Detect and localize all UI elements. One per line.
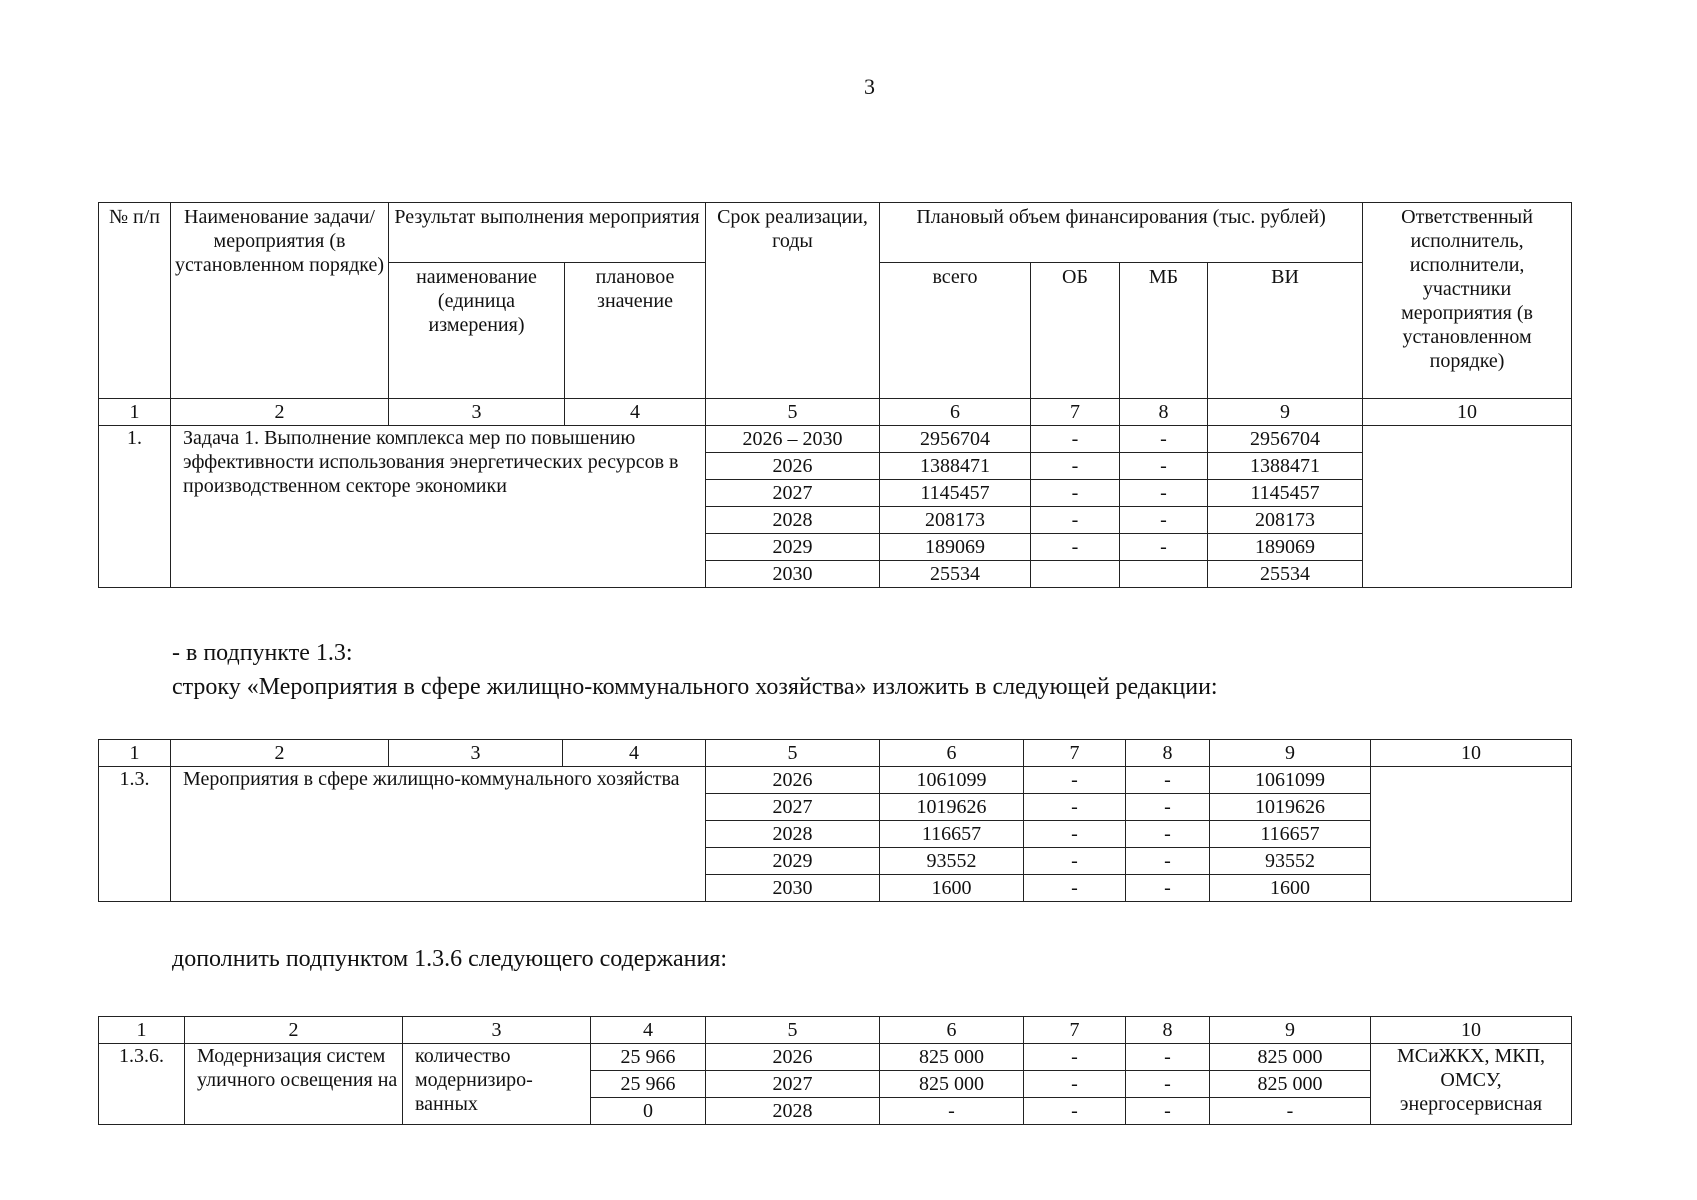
financing-table-1-3-6: [98, 1016, 1572, 1125]
total-cell: 825 000: [880, 1071, 1024, 1098]
column-number: 5: [706, 740, 880, 767]
header-num: № п/п: [99, 203, 171, 399]
vi-cell: 825 000: [1210, 1044, 1371, 1071]
ob-cell: -: [1024, 794, 1126, 821]
table-row: [99, 426, 1572, 453]
column-number: 3: [403, 1017, 591, 1044]
mb-cell: -: [1126, 1044, 1210, 1071]
plan-cell: 25 966: [591, 1044, 706, 1071]
mb-cell: -: [1126, 821, 1210, 848]
total-cell: 1600: [880, 875, 1024, 902]
column-number: 2: [171, 740, 389, 767]
column-number: 1: [99, 399, 171, 426]
addition-text: дополнить подпунктом 1.3.6 следующего содержания:: [172, 946, 728, 972]
mb-cell: -: [1126, 875, 1210, 902]
column-number: 8: [1126, 1017, 1210, 1044]
ob-cell: -: [1024, 767, 1126, 794]
mb-cell: -: [1120, 453, 1208, 480]
mb-cell: -: [1126, 848, 1210, 875]
task-name: Задача 1. Выполнение комплекса мер по повышению эффективности использования энергетических ресурсов в производственном секторе экономики: [171, 426, 706, 588]
responsible-cell: [1363, 426, 1572, 588]
ob-cell: -: [1031, 534, 1120, 561]
column-number: 5: [706, 399, 880, 426]
vi-cell: 825 000: [1210, 1071, 1371, 1098]
plan-cell: 0: [591, 1098, 706, 1125]
header-responsible: Ответственный исполнитель, исполнители, участники мероприятия (в установленном порядке): [1363, 203, 1572, 399]
table-row: [99, 767, 1572, 794]
total-cell: 1388471: [880, 453, 1031, 480]
ob-cell: -: [1024, 1098, 1126, 1125]
vi-cell: 1388471: [1208, 453, 1363, 480]
total-cell: -: [880, 1098, 1024, 1125]
ob-cell: -: [1031, 426, 1120, 453]
result-name: количество модернизиро- ванных: [403, 1044, 591, 1125]
mb-cell: -: [1126, 767, 1210, 794]
year-cell: 2028: [706, 1098, 880, 1125]
year-cell: 2026 – 2030: [706, 426, 880, 453]
mb-cell: -: [1126, 794, 1210, 821]
mb-cell: -: [1120, 507, 1208, 534]
header-result: Результат выполнения мероприятия: [389, 203, 706, 263]
column-number: 6: [880, 740, 1024, 767]
header-financing: Плановый объем финансирования (тыс. рублей): [880, 203, 1363, 263]
column-number: 10: [1371, 1017, 1572, 1044]
year-cell: 2029: [706, 848, 880, 875]
year-cell: 2026: [706, 1044, 880, 1071]
mb-cell: -: [1120, 480, 1208, 507]
total-cell: 2956704: [880, 426, 1031, 453]
total-cell: 825 000: [880, 1044, 1024, 1071]
column-number: 6: [880, 1017, 1024, 1044]
header-name: Наименование задачи/ мероприятия (в установленном порядке): [171, 203, 389, 399]
year-cell: 2027: [706, 794, 880, 821]
header-result-name: наименование (единица измерения): [389, 263, 565, 399]
total-cell: 1145457: [880, 480, 1031, 507]
year-cell: 2028: [706, 821, 880, 848]
vi-cell: 1019626: [1210, 794, 1371, 821]
vi-cell: -: [1210, 1098, 1371, 1125]
ob-cell: -: [1031, 507, 1120, 534]
header-ob: ОБ: [1031, 263, 1120, 399]
column-number: 4: [591, 1017, 706, 1044]
ob-cell: -: [1024, 1044, 1126, 1071]
column-number: 4: [565, 399, 706, 426]
column-number: 5: [706, 1017, 880, 1044]
column-number: 9: [1208, 399, 1363, 426]
column-number: 3: [389, 740, 563, 767]
year-cell: 2030: [706, 875, 880, 902]
task-num: 1.: [99, 426, 171, 588]
mb-cell: [1120, 561, 1208, 588]
column-number: 6: [880, 399, 1031, 426]
column-number: 10: [1363, 399, 1572, 426]
ob-cell: -: [1024, 1071, 1126, 1098]
column-number: 8: [1120, 399, 1208, 426]
vi-cell: 189069: [1208, 534, 1363, 561]
header-total: всего: [880, 263, 1031, 399]
financing-table-1-3: [98, 739, 1572, 902]
table-row: [99, 1044, 1572, 1071]
column-number: 4: [563, 740, 706, 767]
vi-cell: 2956704: [1208, 426, 1363, 453]
item-num: 1.3.: [99, 767, 171, 902]
total-cell: 1019626: [880, 794, 1024, 821]
year-cell: 2026: [706, 767, 880, 794]
column-number-row: [99, 1017, 1572, 1044]
header-result-value: плановое значение: [565, 263, 706, 399]
header-mb: МБ: [1120, 263, 1208, 399]
page-number: 3: [864, 74, 875, 99]
column-number-row: [99, 740, 1572, 767]
vi-cell: 1061099: [1210, 767, 1371, 794]
column-number: 7: [1024, 740, 1126, 767]
column-number: 2: [185, 1017, 403, 1044]
vi-cell: 1145457: [1208, 480, 1363, 507]
column-number: 1: [99, 1017, 185, 1044]
column-number: 7: [1024, 1017, 1126, 1044]
mb-cell: -: [1120, 534, 1208, 561]
year-cell: 2026: [706, 453, 880, 480]
column-number: 3: [389, 399, 565, 426]
column-number: 10: [1371, 740, 1572, 767]
item-name: Мероприятия в сфере жилищно-коммунального хозяйства: [171, 767, 706, 902]
mb-cell: -: [1126, 1071, 1210, 1098]
column-number: 9: [1210, 1017, 1371, 1044]
total-cell: 208173: [880, 507, 1031, 534]
total-cell: 189069: [880, 534, 1031, 561]
total-cell: 116657: [880, 821, 1024, 848]
column-number: 9: [1210, 740, 1371, 767]
responsible-cell: МСиЖКХ, МКП, ОМСУ, энергосервисная: [1371, 1044, 1572, 1125]
column-number: 1: [99, 740, 171, 767]
total-cell: 93552: [880, 848, 1024, 875]
ob-cell: -: [1024, 848, 1126, 875]
year-cell: 2029: [706, 534, 880, 561]
total-cell: 25534: [880, 561, 1031, 588]
ob-cell: [1031, 561, 1120, 588]
total-cell: 1061099: [880, 767, 1024, 794]
plan-cell: 25 966: [591, 1071, 706, 1098]
column-number: 8: [1126, 740, 1210, 767]
column-number: 2: [171, 399, 389, 426]
year-cell: 2028: [706, 507, 880, 534]
responsible-cell: [1371, 767, 1572, 902]
mb-cell: -: [1120, 426, 1208, 453]
header-term: Срок реализации, годы: [706, 203, 880, 399]
year-cell: 2027: [706, 1071, 880, 1098]
item-name: Модернизация систем уличного освещения на: [185, 1044, 403, 1125]
header-vi: ВИ: [1208, 263, 1363, 399]
vi-cell: 208173: [1208, 507, 1363, 534]
vi-cell: 116657: [1210, 821, 1371, 848]
ob-cell: -: [1024, 821, 1126, 848]
column-number: 7: [1031, 399, 1120, 426]
ob-cell: -: [1024, 875, 1126, 902]
ob-cell: -: [1031, 480, 1120, 507]
year-cell: 2027: [706, 480, 880, 507]
column-number-row: [99, 399, 1572, 426]
vi-cell: 25534: [1208, 561, 1363, 588]
vi-cell: 1600: [1210, 875, 1371, 902]
subpoint-text: - в подпункте 1.3:: [172, 640, 353, 666]
item-num: 1.3.6.: [99, 1044, 185, 1125]
financing-table-task-1: [98, 202, 1572, 588]
mb-cell: -: [1126, 1098, 1210, 1125]
edit-instruction-text: строку «Мероприятия в сфере жилищно-коммунального хозяйства» изложить в следующей редакции:: [172, 674, 1218, 700]
ob-cell: -: [1031, 453, 1120, 480]
vi-cell: 93552: [1210, 848, 1371, 875]
year-cell: 2030: [706, 561, 880, 588]
